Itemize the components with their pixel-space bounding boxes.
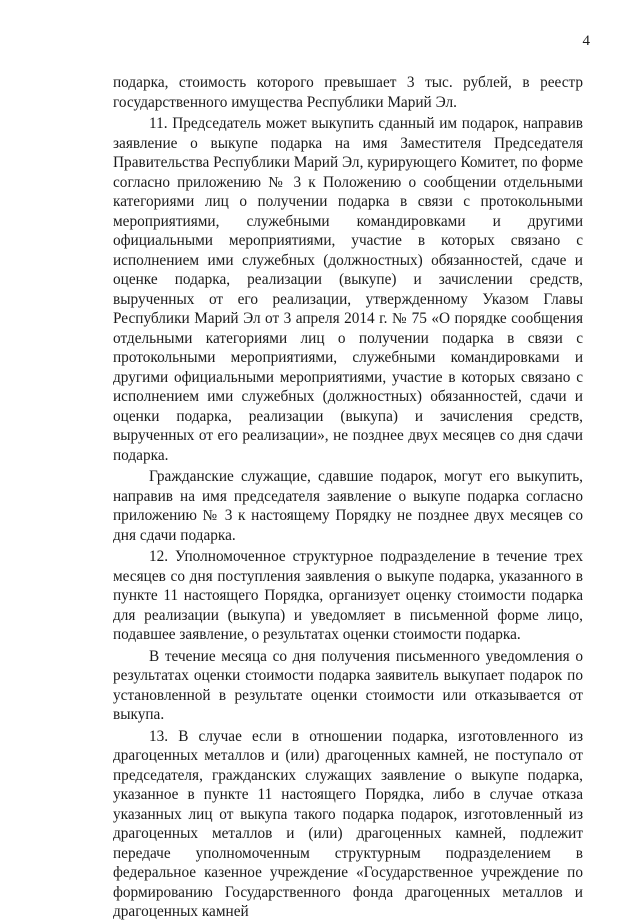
document-body (113, 73, 583, 922)
page-number: 4 (582, 33, 590, 49)
paragraph-item-13: 13. В случае если в отношении подарка, изготовленного из драгоценных металлов и (или) драгоценных камней, не поступало от председателя, гражданских служащих заявление о выкупе подарка, указанное в пункте 11 настоящего Порядка, либо в случае отказа указанных лиц от выкупа такого подарка подарок, изготовленный из драгоценных металлов и (или) драгоценных камней, подлежит передаче уполномоченным структурным подразделением в федеральное казенное учреждение «Государственное учреждение по формированию Государственного фонда драгоценных металлов и драгоценных камней (113, 727, 583, 920)
paragraph-continuation: подарка, стоимость которого превышает 3 тыс. рублей, в реестр государственного имущества Республики Марий Эл. (113, 74, 583, 111)
paragraph-item-12: 12. Уполномоченное структурное подразделение в течение трех месяцев со дня поступления заявления о выкупе подарка, указанного в пункте 11 настоящего Порядка, организует оценку стоимости подарка для реализации (выкупа) и уведомляет в письменной форме лицо, подавшее заявление, о результатах оценки стоимости подарка. (113, 548, 583, 643)
paragraph-civil-servants: Гражданские служащие, сдавшие подарок, могут его выкупить, направив на имя председателя заявление о выкупе подарка согласно приложению № 3 к настоящему Порядку не позднее двух месяцев со дня сдачи подарка. (113, 468, 583, 544)
paragraph-notification: В течение месяца со дня получения письменного уведомления о результатах оценки стоимости подарка заявитель выкупает подарок по установленной в результате оценки стоимости или отказывается от выкупа. (113, 647, 583, 723)
paragraph-item-11: 11. Председатель может выкупить сданный им подарок, направив заявление о выкупе подарка на имя Заместителя Председателя Правительства Республики Марий Эл, курирующего Комитет, по форме согласно приложению № 3 к Положению о сообщении отдельными категориями лиц о получении подарка в связи с протокольными мероприятиями, служебными командировками и другими официальными мероприятиями, участие в которых связано с исполнением ими служебных (должностных) обязанностей, сдаче и оценке подарка, реализации (выкупе) и зачислении средств, вырученных от его реализации, утвержденному Указом Главы Республики Марий Эл от 3 апреля 2014 г. № 75 «О порядке сообщения отдельными категориями лиц о получении подарка в связи с протокольными мероприятиями, служебными командировками и другими официальными мероприятиями, участие в которых связано с исполнением ими служебных (должностных) обязанностей, сдачи и оценки подарка, реализации (выкупа) и зачисления средств, вырученных от его реализации», не позднее двух месяцев со дня сдачи подарка. (113, 115, 583, 464)
